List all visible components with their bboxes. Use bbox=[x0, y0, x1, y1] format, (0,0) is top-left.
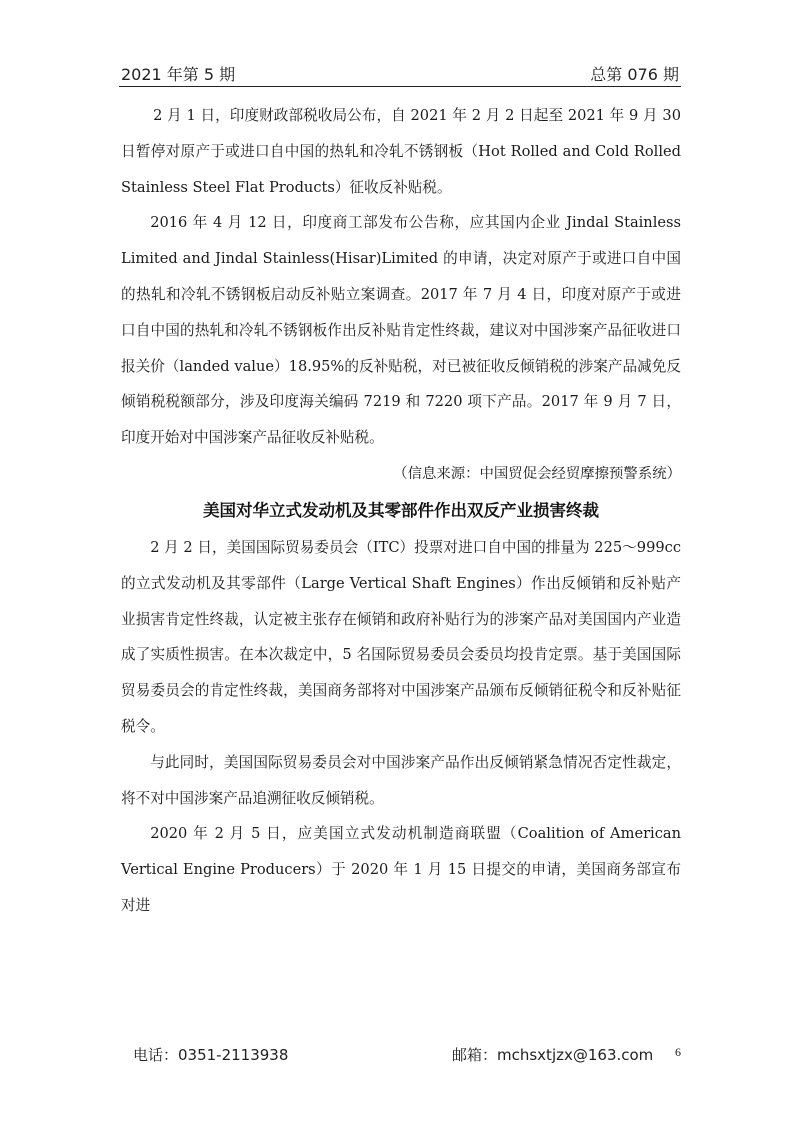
article-paragraph: 2016 年 4 月 12 日，印度商工部发布公告称，应其国内企业 Jindal Stainless Limited and Jindal Stainless(Hisar)Limited 的申请，决定对原产于或进口自中国的热轧和冷轧不锈钢板启动反补贴立案调查。2017 年 7 月 4 日，印度对原产于或进口自中国的热轧和冷轧不锈钢板作出反补贴肯定性终裁，建议对中国涉案产品征收进口报关价（landed value）18.95%的反补贴税，对已被征收反倾销税的涉案产品减免反倾销税税额部分，涉及印度海关编码 7219 和 7220 项下产品。2017 年 9 月 7 日，印度开始对中国涉案产品征收反补贴税。 bbox=[121, 214, 681, 447]
article-paragraph: 2 月 2 日，美国国际贸易委员会（ITC）投票对进口自中国的排量为 225～999cc 的立式发动机及其零部件（Large Vertical Shaft Engines）作出反倾销和反补贴产业损害肯定性终裁，认定被主张存在倾销和政府补贴行为的涉案产品对美国国内产业造成了实质性损害。在本次裁定中，5 名国际贸易委员会委员均投肯定票。基于美国国际贸易委员会的肯定性终裁，美国商务部将对中国涉案产品颁布反倾销征税令和反补贴征税令。 bbox=[121, 538, 681, 735]
article-paragraph: 2 月 1 日，印度财政部税收局公布，自 2021 年 2 月 2 日起至 2021 年 9 月 30 日暂停对原产于或进口自中国的热轧和冷轧不锈钢板（Hot Rolled and Cold Rolled Stainless Steel Flat Products）征收反补贴税。 bbox=[121, 107, 681, 196]
total-issue-label: 总第 076 期 bbox=[590, 65, 679, 84]
page-content bbox=[121, 98, 681, 924]
header-divider bbox=[119, 86, 681, 87]
page-number: 6 bbox=[675, 1045, 681, 1059]
footer-phone: 电话：0351-2113938 bbox=[133, 1046, 289, 1064]
footer-email: 邮箱：mchsxtjzx@163.com bbox=[452, 1046, 654, 1064]
article-paragraph: 与此同时，美国国际贸易委员会对中国涉案产品作出反倾销紧急情况否定性裁定，将不对中国涉案产品追溯征收反倾销税。 bbox=[121, 753, 681, 807]
article-paragraph: 2020 年 2 月 5 日，应美国立式发动机制造商联盟（Coalition of American Vertical Engine Producers）于 2020 年 1 月 15 日提交的申请，美国商务部宣布对进 bbox=[121, 825, 681, 914]
article-title: 美国对华立式发动机及其零部件作出双反产业损害终裁 bbox=[203, 500, 599, 520]
issue-label: 2021 年第 5 期 bbox=[121, 65, 236, 84]
info-source: （信息来源：中国贸促会经贸摩擦预警系统） bbox=[393, 465, 681, 482]
